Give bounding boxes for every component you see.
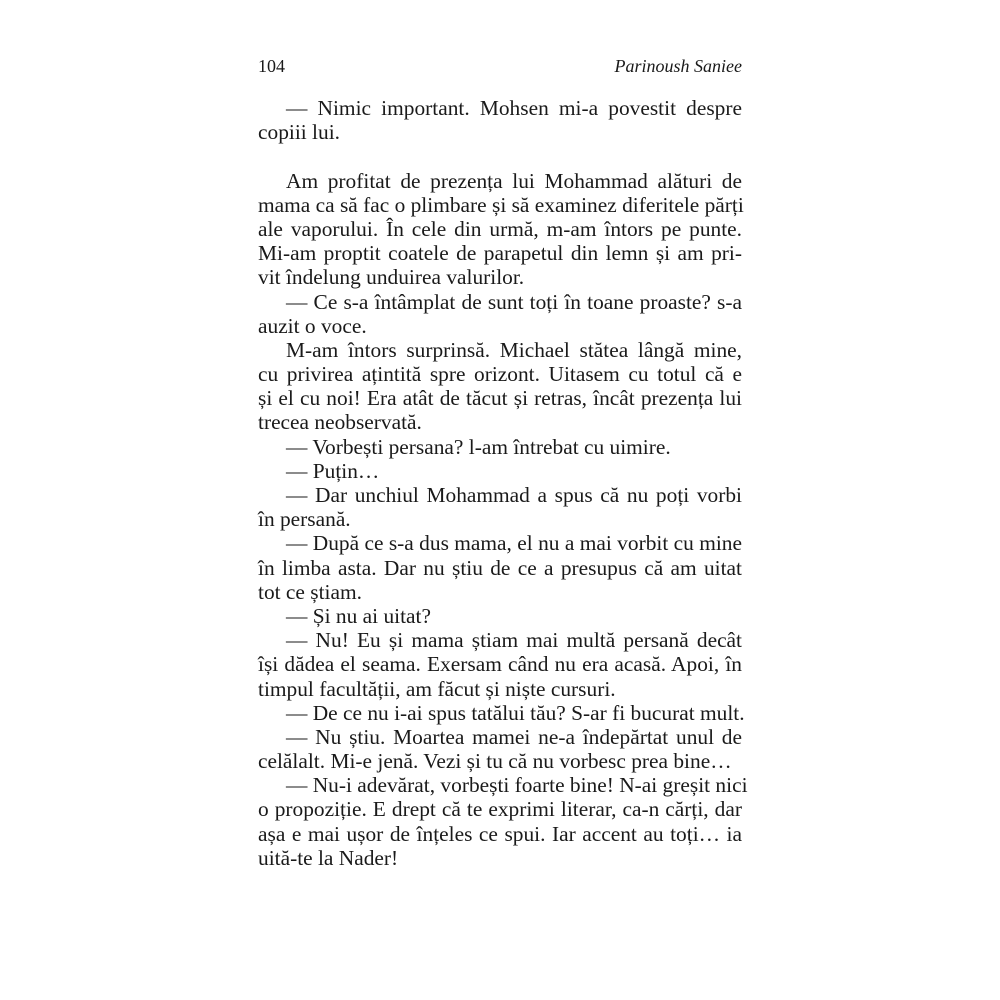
text-line: M-am întors surprinsă. Michael stătea lângă mine, <box>286 337 742 362</box>
text-line: timpul facultății, am făcut și niște cursuri. <box>258 676 616 701</box>
paragraph-gap <box>258 144 742 168</box>
text-line: Mi-am proptit coatele de parapetul din lemn și am pri- <box>258 241 742 266</box>
text-line: copiii lui. <box>258 120 340 145</box>
text-line: — Puțin… <box>286 458 380 483</box>
text-line: în limba asta. Dar nu știu de ce a presupus că am uitat <box>258 555 742 580</box>
text-line: — Vorbești persana? l-am întrebat cu uimire. <box>286 434 671 459</box>
text-line: — Nu-i adevărat, vorbești foarte bine! N-ai greșit nici <box>286 773 748 798</box>
book-page <box>258 0 748 1000</box>
body-text <box>258 96 748 870</box>
text-line: în persană. <box>258 507 351 532</box>
text-line: o propoziție. E drept că te exprimi literar, ca-n cărți, dar <box>258 797 742 822</box>
text-line: — Și nu ai uitat? <box>286 603 431 628</box>
text-line: Am profitat de prezența lui Mohammad alături de <box>286 168 742 193</box>
text-line: mama ca să fac o plimbare și să examinez diferitele părți <box>258 192 744 217</box>
page-number: 104 <box>258 56 285 76</box>
text-line: și el cu noi! Era atât de tăcut și retras, încât prezența lui <box>258 386 742 411</box>
text-line: uită-te la Nader! <box>258 845 399 870</box>
text-line: auzit o voce. <box>258 313 367 338</box>
author-name: Parinoush Saniee <box>614 56 742 76</box>
text-line: trecea neobservată. <box>258 410 422 435</box>
text-line: — Nu știu. Moartea mamei ne-a îndepărtat unul de <box>286 724 742 749</box>
text-line: — Nimic important. Mohsen mi-a povestit despre <box>286 96 742 120</box>
text-line: celălalt. Mi-e jenă. Vezi și tu că nu vorbesc prea bine… <box>258 749 732 774</box>
text-line: — Nu! Eu și mama știam mai multă persană decât <box>286 628 742 653</box>
text-line: — Ce s-a întâmplat de sunt toți în toane proaste? s-a <box>286 289 742 314</box>
text-line: — Dar unchiul Mohammad a spus că nu poți vorbi <box>286 483 742 507</box>
text-line: cu privirea ațintită spre orizont. Uitasem cu totul că e <box>258 362 742 387</box>
text-line: așa e mai ușor de înțeles ce spui. Iar accent au toți… ia <box>258 821 742 846</box>
text-line: își dădea el seama. Exersam când nu era acasă. Apoi, în <box>258 652 742 677</box>
text-line: — După ce s-a dus mama, el nu a mai vorbit cu mine <box>286 531 742 556</box>
running-head <box>258 54 742 78</box>
text-line: — De ce nu i-ai spus tatălui tău? S-ar fi bucurat mult. <box>286 700 745 725</box>
text-line: vit îndelung unduirea valurilor. <box>258 265 525 290</box>
text-line: ale vaporului. În cele din urmă, m-am întors pe punte. <box>258 216 742 241</box>
text-line: tot ce știam. <box>258 579 362 604</box>
